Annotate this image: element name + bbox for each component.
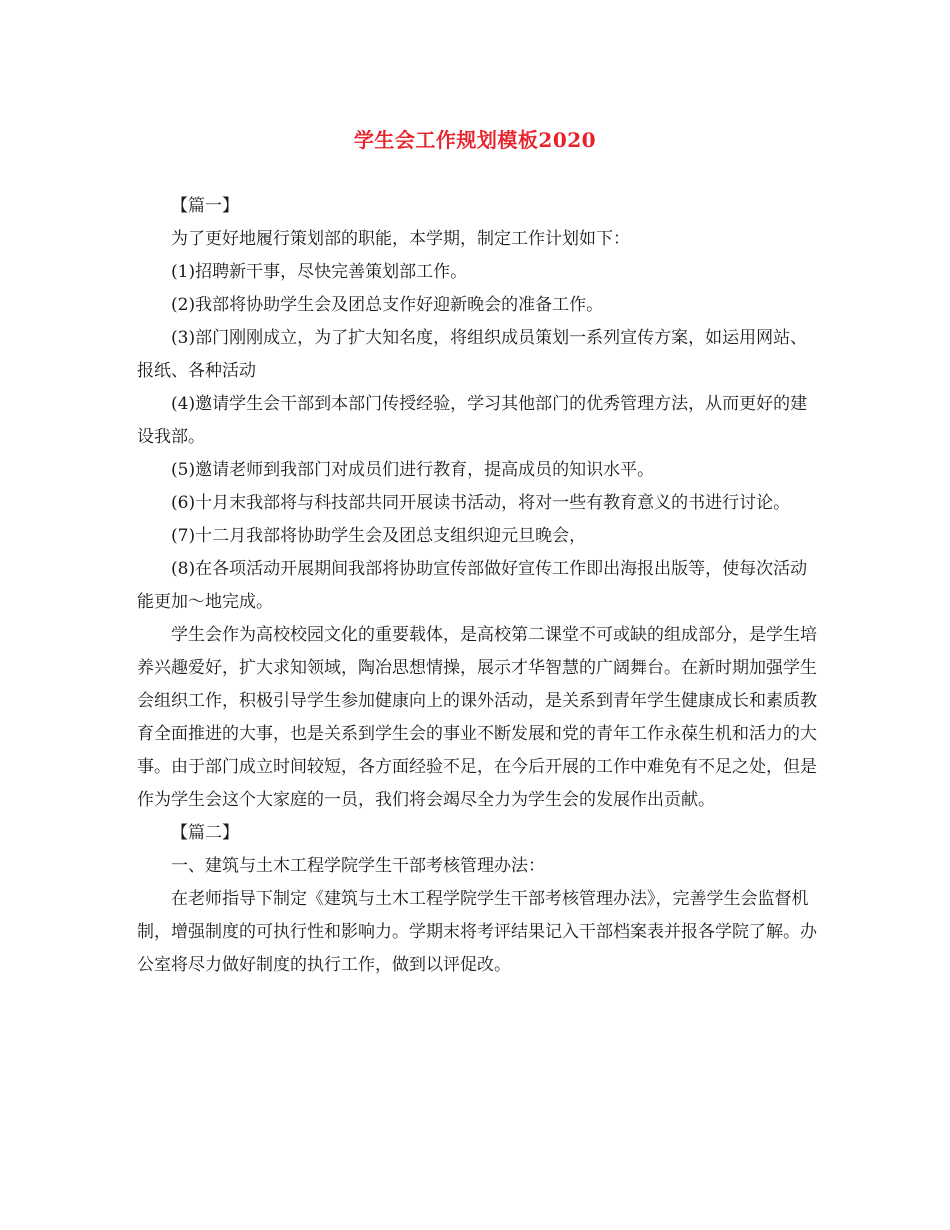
intro-paragraph: 为了更好地履行策划部的职能，本学期，制定工作计划如下： bbox=[171, 229, 630, 249]
plan-item-8: (8)在各项活动开展期间我部将协助宣传部做好宣传工作即出海报出版等，使每次活动能更加～地完成。 bbox=[137, 559, 808, 612]
summary-paragraph: 学生会作为高校校园文化的重要载体，是高校第二课堂不可或缺的组成部分，是学生培养兴趣爱好，扩大求知领域，陶冶思想情操，展示才华智慧的广阔舞台。在新时期加强学生会组织工作，积极引导学生参加健康向上的课外活动，是关系到青年学生健康成长和素质教育全面推进的大事，也是关系到学生会的事业不断发展和党的青年工作永葆生机和活力的大事。由于部门成立时间较短，各方面经验不足，在今后开展的工作中难免有不足之处，但是作为学生会这个大家庭的一员，我们将会竭尽全力为学生会的发展作出贡献。 bbox=[137, 625, 817, 810]
plan-item-6: (6)十月末我部将与科技部共同开展读书活动，将对一些有教育意义的书进行讨论。 bbox=[171, 493, 791, 513]
plan-item-5: (5)邀请老师到我部门对成员们进行教育，提高成员的知识水平。 bbox=[171, 460, 655, 480]
subsection-heading-1: 一、建筑与土木工程学院学生干部考核管理办法： bbox=[171, 856, 545, 876]
section-heading-1: 【篇一】 bbox=[171, 196, 239, 216]
document-title: 学生会工作规划模板2020 bbox=[353, 128, 597, 152]
plan-item-2: (2)我部将协助学生会及团总支作好迎新晚会的准备工作。 bbox=[171, 295, 604, 315]
document-body bbox=[137, 190, 817, 982]
section-heading-2: 【篇二】 bbox=[171, 823, 239, 843]
plan-item-7: (7)十二月我部将协助学生会及团总支组织迎元旦晚会， bbox=[171, 526, 587, 546]
plan-item-4: (4)邀请学生会干部到本部门传授经验，学习其他部门的优秀管理方法，从而更好的建设我部。 bbox=[137, 394, 808, 447]
plan-item-1: (1)招聘新干事，尽快完善策划部工作。 bbox=[171, 262, 468, 282]
plan-item-3: (3)部门刚刚成立，为了扩大知名度，将组织成员策划一系列宣传方案，如运用网站、报纸、各种活动 bbox=[137, 328, 808, 381]
subsection-paragraph-1: 在老师指导下制定《建筑与土木工程学院学生干部考核管理办法》，完善学生会监督机制，增强制度的可执行性和影响力。学期末将考评结果记入干部档案表并报各学院了解。办公室将尽力做好制度的执行工作，做到以评促改。 bbox=[137, 889, 817, 975]
